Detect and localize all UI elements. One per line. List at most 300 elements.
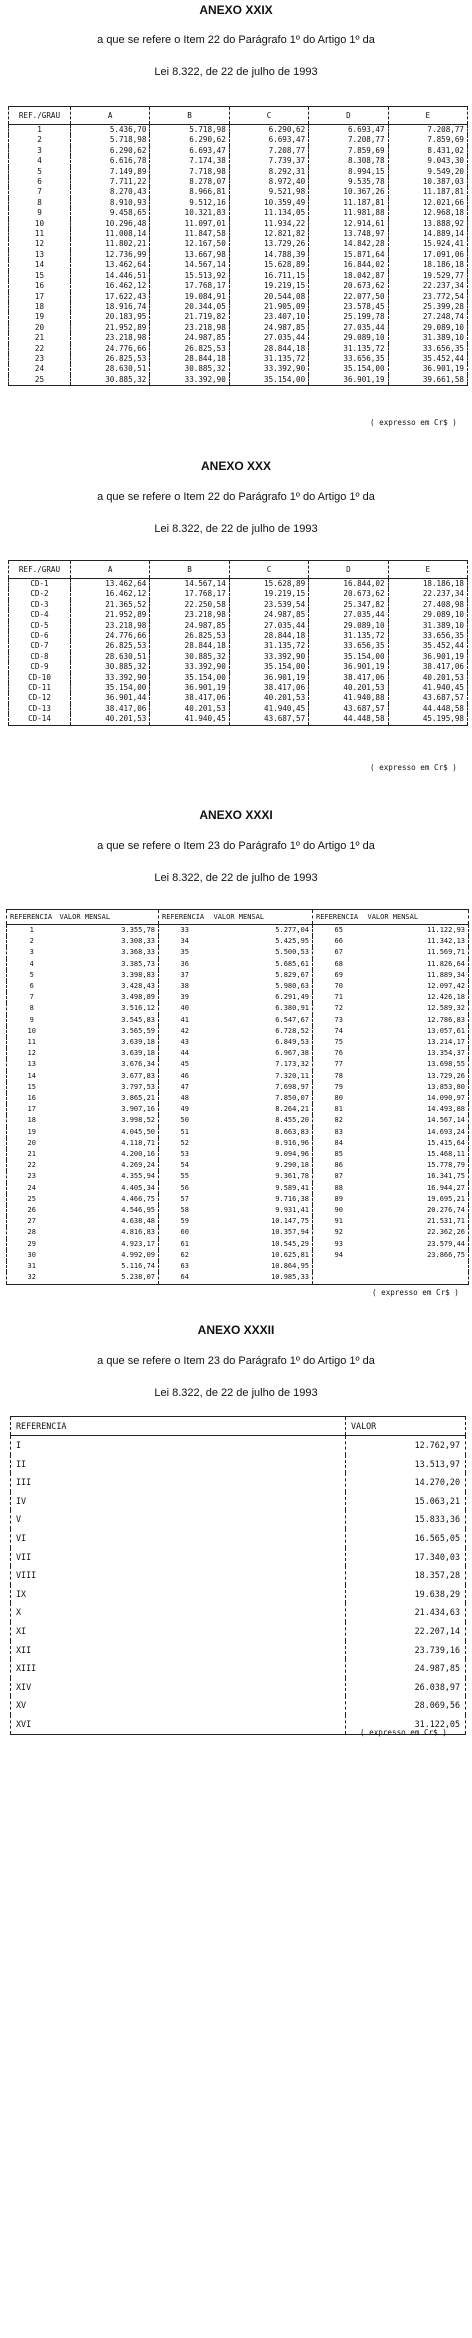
row-value: 22.250,58 xyxy=(150,600,229,610)
table-row xyxy=(9,662,468,672)
annex30-title: ANEXO XXX xyxy=(200,459,272,473)
row-value: 6.290,62 xyxy=(229,125,308,136)
table-row xyxy=(11,1603,466,1622)
row-value: 4.405,34 xyxy=(57,1183,159,1194)
row-value: 5.500,53 xyxy=(211,947,313,958)
row-value: 16.711,15 xyxy=(229,271,308,281)
row-value: 13.698,55 xyxy=(365,1059,469,1070)
row-value: 11.342,13 xyxy=(365,936,469,947)
table-row xyxy=(7,1048,469,1059)
row-reference: 6 xyxy=(7,981,57,992)
row-value xyxy=(365,1272,469,1284)
row-value: 40.201,53 xyxy=(150,704,229,714)
row-reference: 25 xyxy=(7,1194,57,1205)
table-row xyxy=(9,600,468,610)
row-value: 6.849,53 xyxy=(211,1037,313,1048)
row-value: 31.135,72 xyxy=(309,631,388,641)
row-value: 9.589,41 xyxy=(211,1183,313,1194)
row-value: 29.089,10 xyxy=(388,610,467,620)
column-header: A xyxy=(71,107,150,125)
row-value: 5.238,07 xyxy=(57,1272,159,1284)
row-value: 33.656,35 xyxy=(309,641,388,651)
column-header-reference: REFERENCIA xyxy=(313,910,365,925)
row-value: 21.365,52 xyxy=(71,600,150,610)
row-value: 24.987,85 xyxy=(229,610,308,620)
row-reference: 24 xyxy=(7,1183,57,1194)
row-value: 7.739,37 xyxy=(229,156,308,166)
row-reference: 19 xyxy=(7,1127,57,1138)
row-reference: 75 xyxy=(313,1037,365,1048)
row-reference: CD-1 xyxy=(9,579,71,590)
column-header: REF./GRAU xyxy=(9,107,71,125)
row-value: 11.134,05 xyxy=(229,208,308,218)
table-row xyxy=(9,693,468,703)
table-row xyxy=(9,271,468,281)
row-reference: 30 xyxy=(7,1250,57,1261)
row-value: 11.889,34 xyxy=(365,970,469,981)
row-value: 26.825,53 xyxy=(150,631,229,641)
row-reference: 18 xyxy=(9,302,71,312)
row-value: 11.122,93 xyxy=(365,925,469,937)
row-value: 10.545,29 xyxy=(211,1239,313,1250)
row-value: 41.940,45 xyxy=(388,683,467,693)
column-header: D xyxy=(309,107,388,125)
row-value: 35.154,00 xyxy=(229,375,308,386)
row-reference: XV xyxy=(11,1696,346,1715)
row-value: 8.278,07 xyxy=(150,177,229,187)
row-value: 12.426,18 xyxy=(365,992,469,1003)
row-reference: 15 xyxy=(9,271,71,281)
row-value: 15.778,79 xyxy=(365,1160,469,1171)
table-row xyxy=(7,1183,469,1194)
table-row xyxy=(9,177,468,187)
table-row xyxy=(11,1492,466,1511)
table-row xyxy=(9,323,468,333)
row-value: 7.698,97 xyxy=(211,1082,313,1093)
row-value: 21.952,89 xyxy=(71,323,150,333)
row-reference: 16 xyxy=(7,1093,57,1104)
row-reference: 79 xyxy=(313,1082,365,1093)
row-reference: 46 xyxy=(159,1071,211,1082)
row-value: 4.923,17 xyxy=(57,1239,159,1250)
row-value: 10.359,49 xyxy=(229,198,308,208)
annex31-title: ANEXO XXXI xyxy=(199,808,273,822)
column-header-value: VALOR xyxy=(346,1417,466,1436)
column-header-reference: REFERENCIA xyxy=(159,910,211,925)
row-value: 33.392,90 xyxy=(150,375,229,386)
row-value: 29.089,10 xyxy=(309,333,388,343)
row-reference: 53 xyxy=(159,1149,211,1160)
row-reference: CD-14 xyxy=(9,714,71,725)
row-value: 8.916,96 xyxy=(211,1138,313,1149)
table-row xyxy=(9,219,468,229)
table-row xyxy=(9,344,468,354)
table-row xyxy=(9,292,468,302)
row-value: 7.208,77 xyxy=(309,135,388,145)
row-reference: 88 xyxy=(313,1183,365,1194)
row-value: 9.043,30 xyxy=(388,156,467,166)
row-value: 6.290,62 xyxy=(71,146,150,156)
annex31-law: Lei 8.322, de 22 de julho de 1993 xyxy=(154,872,318,884)
row-reference: 59 xyxy=(159,1216,211,1227)
row-value: 11.934,22 xyxy=(229,219,308,229)
row-reference: 37 xyxy=(159,970,211,981)
row-reference: 87 xyxy=(313,1171,365,1182)
row-value: 30.885,32 xyxy=(71,662,150,672)
row-value: 38.417,06 xyxy=(229,683,308,693)
column-header: B xyxy=(150,561,229,579)
row-reference: VI xyxy=(11,1529,346,1548)
row-value: 7.173,32 xyxy=(211,1059,313,1070)
row-value: 23.772,54 xyxy=(388,292,467,302)
table-row xyxy=(7,925,469,937)
row-value: 19.638,29 xyxy=(346,1585,466,1604)
row-value: 17.091,06 xyxy=(388,250,467,260)
row-value: 45.195,98 xyxy=(388,714,467,725)
row-value: 6.291,49 xyxy=(211,992,313,1003)
row-reference: 47 xyxy=(159,1082,211,1093)
row-value: 33.392,90 xyxy=(150,662,229,672)
table-row xyxy=(7,1205,469,1216)
row-value: 14.446,51 xyxy=(71,271,150,281)
row-reference: CD-12 xyxy=(9,693,71,703)
row-value: 41.940,88 xyxy=(309,693,388,703)
row-value: 12.736,99 xyxy=(71,250,150,260)
row-reference: 27 xyxy=(7,1216,57,1227)
table-row xyxy=(7,1037,469,1048)
row-value: 15.924,41 xyxy=(388,239,467,249)
row-value: 26.825,53 xyxy=(150,344,229,354)
table-row xyxy=(7,970,469,981)
row-value: 25.199,78 xyxy=(309,312,388,322)
row-value: 23.218,98 xyxy=(150,610,229,620)
row-value: 31.122,05 xyxy=(346,1715,466,1734)
row-reference: 91 xyxy=(313,1216,365,1227)
row-reference: 20 xyxy=(9,323,71,333)
row-reference: 19 xyxy=(9,312,71,322)
row-reference: 21 xyxy=(7,1149,57,1160)
row-value: 38.417,06 xyxy=(71,704,150,714)
table-row xyxy=(9,156,468,166)
row-value: 14.567,14 xyxy=(150,579,229,590)
table-row xyxy=(9,621,468,631)
table-row xyxy=(11,1678,466,1697)
row-value: 15.833,36 xyxy=(346,1510,466,1529)
table-row xyxy=(7,1127,469,1138)
row-reference: 73 xyxy=(313,1015,365,1026)
row-value: 35.154,00 xyxy=(71,683,150,693)
row-value: 5.116,74 xyxy=(57,1261,159,1272)
row-reference: 42 xyxy=(159,1026,211,1037)
table-row xyxy=(7,959,469,970)
annex31-table xyxy=(6,909,469,1285)
row-value: 13.729,26 xyxy=(229,239,308,249)
row-value: 11.826,64 xyxy=(365,959,469,970)
row-value: 27.248,74 xyxy=(388,312,467,322)
row-value: 10.625,81 xyxy=(211,1250,313,1261)
table-row xyxy=(7,1149,469,1160)
row-value: 9.549,20 xyxy=(388,167,467,177)
row-value: 27.035,44 xyxy=(229,621,308,631)
column-header: D xyxy=(309,561,388,579)
table-row xyxy=(11,1622,466,1641)
row-reference: 8 xyxy=(9,198,71,208)
row-reference: 35 xyxy=(159,947,211,958)
row-value: 4.269,24 xyxy=(57,1160,159,1171)
row-value: 31.135,72 xyxy=(229,641,308,651)
row-reference: 71 xyxy=(313,992,365,1003)
row-value: 3.797,53 xyxy=(57,1082,159,1093)
row-reference: 16 xyxy=(9,281,71,291)
row-value: 9.512,16 xyxy=(150,198,229,208)
column-header-value: VALOR MENSAL xyxy=(57,910,159,925)
row-value: 4.045,50 xyxy=(57,1127,159,1138)
row-value: 27.035,44 xyxy=(229,333,308,343)
row-value: 23.578,45 xyxy=(309,302,388,312)
row-reference: 50 xyxy=(159,1115,211,1126)
row-value: 9.361,78 xyxy=(211,1171,313,1182)
row-reference: 39 xyxy=(159,992,211,1003)
row-value: 9.535,78 xyxy=(309,177,388,187)
annex30-table xyxy=(8,560,468,726)
row-value: 41.940,45 xyxy=(229,704,308,714)
row-value: 21.905,09 xyxy=(229,302,308,312)
row-value: 17.768,17 xyxy=(150,281,229,291)
row-value: 7.718,98 xyxy=(150,167,229,177)
row-value: 9.521,98 xyxy=(229,187,308,197)
table-row xyxy=(11,1473,466,1492)
row-value: 3.998,52 xyxy=(57,1115,159,1126)
row-value: 14.788,39 xyxy=(229,250,308,260)
table-row xyxy=(11,1641,466,1660)
row-reference: CD-4 xyxy=(9,610,71,620)
table-header-row xyxy=(9,107,468,125)
row-value: 29.089,10 xyxy=(388,323,467,333)
row-value: 38.417,06 xyxy=(388,662,467,672)
row-value: 8.910,93 xyxy=(71,198,150,208)
row-reference: 61 xyxy=(159,1239,211,1250)
row-value: 8.994,15 xyxy=(309,167,388,177)
row-reference: 8 xyxy=(7,1003,57,1014)
row-value: 40.201,53 xyxy=(71,714,150,725)
row-reference: 13 xyxy=(9,250,71,260)
row-value: 22.362,26 xyxy=(365,1227,469,1238)
row-reference: 2 xyxy=(9,135,71,145)
row-reference: 31 xyxy=(7,1261,57,1272)
row-reference xyxy=(313,1272,365,1284)
row-reference: XIII xyxy=(11,1659,346,1678)
row-value: 23.739,16 xyxy=(346,1641,466,1660)
row-value: 26.825,53 xyxy=(71,354,150,364)
row-value: 8.308,78 xyxy=(309,156,388,166)
row-value: 43.687,57 xyxy=(388,693,467,703)
row-value: 20.276,74 xyxy=(365,1205,469,1216)
row-value: 7.859,69 xyxy=(388,135,467,145)
row-reference: 1 xyxy=(9,125,71,136)
row-reference: 17 xyxy=(9,292,71,302)
row-reference: 52 xyxy=(159,1138,211,1149)
row-value: 23.579,44 xyxy=(365,1239,469,1250)
row-reference: 65 xyxy=(313,925,365,937)
table-row xyxy=(7,992,469,1003)
row-value: 8.270,43 xyxy=(71,187,150,197)
row-reference: 40 xyxy=(159,1003,211,1014)
row-value: 17.768,17 xyxy=(150,589,229,599)
row-reference: 14 xyxy=(9,260,71,270)
row-reference: 17 xyxy=(7,1104,57,1115)
row-value: 5.436,70 xyxy=(71,125,150,136)
row-value: 3.308,33 xyxy=(57,936,159,947)
row-reference: 13 xyxy=(7,1059,57,1070)
row-value: 7.208,77 xyxy=(388,125,467,136)
row-value: 6.693,47 xyxy=(229,135,308,145)
table-row xyxy=(9,229,468,239)
row-value: 9.458,65 xyxy=(71,208,150,218)
row-value: 8.966,81 xyxy=(150,187,229,197)
row-value: 5.829,67 xyxy=(211,970,313,981)
row-value: 5.685,61 xyxy=(211,959,313,970)
row-value: 10.321,83 xyxy=(150,208,229,218)
row-value: 36.901,19 xyxy=(309,375,388,386)
table-row xyxy=(11,1455,466,1474)
row-value: 18.186,18 xyxy=(388,260,467,270)
row-value: 23.218,98 xyxy=(71,621,150,631)
row-reference: 74 xyxy=(313,1026,365,1037)
row-value: 33.656,35 xyxy=(309,354,388,364)
row-value: 3.639,18 xyxy=(57,1037,159,1048)
row-reference: 10 xyxy=(7,1026,57,1037)
row-reference: 10 xyxy=(9,219,71,229)
row-value: 13.462,64 xyxy=(71,579,150,590)
annex32-subtitle: a que se refere o Item 23 do Parágrafo 1º do Artigo 1º da xyxy=(97,1355,375,1367)
row-reference: XIV xyxy=(11,1678,346,1697)
row-value: 41.940,45 xyxy=(150,714,229,725)
row-reference: CD-6 xyxy=(9,631,71,641)
table-row xyxy=(11,1585,466,1604)
row-reference: 1 xyxy=(7,925,57,937)
row-reference: 12 xyxy=(9,239,71,249)
row-value: 3.565,59 xyxy=(57,1026,159,1037)
row-value: 14.842,28 xyxy=(309,239,388,249)
row-value: 4.992,09 xyxy=(57,1250,159,1261)
row-value: 35.154,00 xyxy=(309,652,388,662)
row-value: 28.069,56 xyxy=(346,1696,466,1715)
table-row xyxy=(9,281,468,291)
row-value: 10.387,03 xyxy=(388,177,467,187)
row-value: 38.417,06 xyxy=(309,673,388,683)
row-value: 28.844,18 xyxy=(150,641,229,651)
row-value: 4.200,16 xyxy=(57,1149,159,1160)
row-value: 28.844,18 xyxy=(229,344,308,354)
row-value: 3.639,18 xyxy=(57,1048,159,1059)
row-reference: 76 xyxy=(313,1048,365,1059)
table-row xyxy=(9,641,468,651)
row-value: 16.341,75 xyxy=(365,1171,469,1182)
row-value: 20.183,95 xyxy=(71,312,150,322)
row-value: 4.816,83 xyxy=(57,1227,159,1238)
row-value: 6.693,47 xyxy=(150,146,229,156)
column-header-value: VALOR MENSAL xyxy=(211,910,313,925)
row-value: 5.980,63 xyxy=(211,981,313,992)
annex30-law: Lei 8.322, de 22 de julho de 1993 xyxy=(154,523,318,535)
row-value: 36.901,44 xyxy=(71,693,150,703)
row-value: 12.097,42 xyxy=(365,981,469,992)
table-row xyxy=(7,1194,469,1205)
row-reference: 44 xyxy=(159,1048,211,1059)
row-value: 19.529,77 xyxy=(388,271,467,281)
row-value: 3.907,16 xyxy=(57,1104,159,1115)
row-value: 9.290,18 xyxy=(211,1160,313,1171)
row-value: 35.154,00 xyxy=(309,364,388,374)
row-reference: 5 xyxy=(9,167,71,177)
row-value: 35.154,00 xyxy=(229,662,308,672)
row-value: 13.667,98 xyxy=(150,250,229,260)
annex32-currency-note: ( expresso em Cr$ ) xyxy=(360,1728,447,1737)
row-value: 44.448,58 xyxy=(309,714,388,725)
row-value: 7.711,22 xyxy=(71,177,150,187)
table-row xyxy=(7,1272,469,1284)
row-value: 13.748,97 xyxy=(309,229,388,239)
row-value: 14.889,14 xyxy=(388,229,467,239)
row-reference: 86 xyxy=(313,1160,365,1171)
row-reference: 60 xyxy=(159,1227,211,1238)
row-value: 6.967,38 xyxy=(211,1048,313,1059)
row-value: 21.434,63 xyxy=(346,1603,466,1622)
column-header: E xyxy=(388,107,467,125)
table-row xyxy=(9,239,468,249)
table-row xyxy=(9,704,468,714)
row-reference: 51 xyxy=(159,1127,211,1138)
table-row xyxy=(7,1138,469,1149)
table-row xyxy=(9,579,468,590)
row-value: 6.728,52 xyxy=(211,1026,313,1037)
annex29-table xyxy=(8,106,468,386)
row-value: 23.539,54 xyxy=(229,600,308,610)
row-reference: 23 xyxy=(7,1171,57,1182)
row-value: 11.097,01 xyxy=(150,219,229,229)
row-value: 15.468,11 xyxy=(365,1149,469,1160)
row-value: 30.885,32 xyxy=(71,375,150,386)
row-value: 28.630,51 xyxy=(71,364,150,374)
row-value: 12.021,66 xyxy=(388,198,467,208)
row-reference: 49 xyxy=(159,1104,211,1115)
row-reference: 93 xyxy=(313,1239,365,1250)
row-value: 21.719,82 xyxy=(150,312,229,322)
row-value: 24.987,85 xyxy=(346,1659,466,1678)
row-reference: CD-11 xyxy=(9,683,71,693)
row-reference: 26 xyxy=(7,1205,57,1216)
row-reference: 78 xyxy=(313,1071,365,1082)
row-reference: III xyxy=(11,1473,346,1492)
row-reference: 12 xyxy=(7,1048,57,1059)
row-value: 9.931,41 xyxy=(211,1205,313,1216)
row-value: 10.367,26 xyxy=(309,187,388,197)
row-value: 14.693,24 xyxy=(365,1127,469,1138)
row-reference xyxy=(313,1261,365,1272)
row-value: 11.847,58 xyxy=(150,229,229,239)
row-reference: 18 xyxy=(7,1115,57,1126)
row-value: 17.340,03 xyxy=(346,1548,466,1567)
row-value: 24.987,85 xyxy=(229,323,308,333)
row-reference: 36 xyxy=(159,959,211,970)
row-value: 8.292,31 xyxy=(229,167,308,177)
table-row xyxy=(7,1003,469,1014)
row-reference: X xyxy=(11,1603,346,1622)
table-row xyxy=(9,589,468,599)
row-value: 35.154,00 xyxy=(150,673,229,683)
row-value: 7.859,69 xyxy=(309,146,388,156)
table-row xyxy=(7,1071,469,1082)
